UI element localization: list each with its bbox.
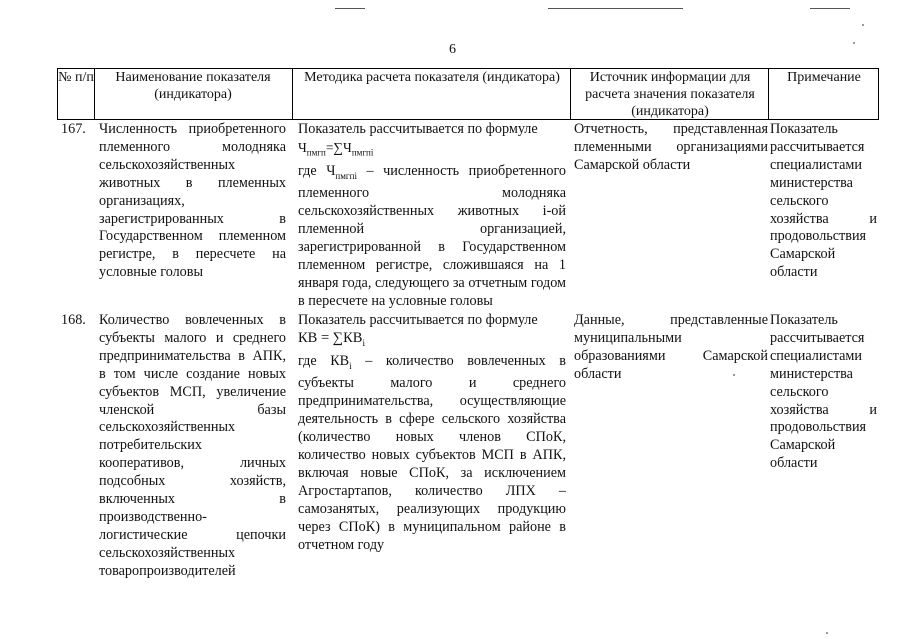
note: Показатель рассчитывается специалистами министерства сельского хозяйства и продовольствия Самарской области — [770, 121, 877, 281]
top-rule-right — [548, 8, 683, 9]
header-note: Примечание — [787, 70, 861, 85]
information-source: Данные, представленные муниципальными образованиями Самарской области — [574, 312, 768, 382]
note: Показатель рассчитывается специалистами министерства сельского хозяйства и продовольствия Самарской области — [770, 312, 877, 472]
row-number: 168. — [61, 312, 86, 328]
header-source: Источник информации для расчета значения показателя (индикатора) — [585, 70, 755, 119]
header-method: Методика расчета показателя (индикатора) — [304, 70, 560, 85]
method-where: где КВ — [298, 352, 350, 369]
col-divider-2 — [94, 68, 95, 120]
method-description: – количество вовлеченных в субъекты малого и среднего предпринимательства, осуществляющие деятельность в сфере сельского хозяйства (количество новых членов СПоК, количество новых субъектов МСП в АПК, включая новые СПоК, за исключением Агростартапов, количество ЛПХ – самозанятых, реализующих продукцию через СПоК) в муниципальном районе в отчетном году — [298, 352, 566, 553]
col-divider-3 — [292, 68, 293, 120]
method-description: – численность приобретенного племенного молодняка сельскохозяйственных животных i-ой племенной организацией, зарегистрированной в Государственном племенном регистре, сложившаяся на 1 января года, следующего за отчетным годом в пересчете на условные головы — [298, 162, 566, 309]
scan-speck — [862, 24, 864, 26]
indicator-name: Количество вовлеченных в субъекты малого и среднего предпринимательства в АПК, в том числе создание новых субъектов МСП, увеличение членской базы сельскохозяйственных потребительских кооперативов, личных подсобных хозяйств, включенных в производственно-логистические цепочки сельскохозяйственных товаропроизводителей — [99, 312, 286, 579]
information-source: Отчетность, представленная племенными организациями Самарской области — [574, 121, 768, 173]
calculation-method: Показатель рассчитывается по формуле КВ = $\sum КВ_i$ где $КВ_i$ – количество вовлеченных в субъекты малого и среднего предпринимательства, осуществляющие деятельность в сфере сельского хозяйства (количество новых членов СПоК, количество новых субъектов МСП в АПК, включая новые СПоК, за исключением Агростартапов, количество ЛПХ – самозанятых, реализующих продукцию через СПоК) в муниципальном районе в отчетном году — [298, 312, 566, 553]
method-intro: Показатель рассчитывается по формуле — [298, 121, 538, 137]
formula: $Ч_{пмгп}=\sum Ч_{пмгпi}$ — [298, 139, 374, 158]
indicator-name: Численность приобретенного племенного молодняка сельскохозяйственных животных в племенных организациях, зарегистрированных в Государственном племенном регистре, в пересчете на условные головы — [99, 121, 286, 281]
row-number: 167. — [61, 121, 86, 137]
formula: КВ = $\sum КВ_i$ — [298, 329, 365, 348]
col-divider-5 — [768, 68, 769, 120]
header-name: Наименование показателя (индикатора) — [115, 70, 271, 102]
method-symbol: Ч — [326, 162, 336, 179]
page-number: 6 — [449, 42, 456, 57]
col-divider-4 — [570, 68, 571, 120]
method-intro: Показатель рассчитывается по формуле — [298, 312, 538, 328]
calculation-method: Показатель рассчитывается по формуле $Ч_{пмгп}=\sum Ч_{пмгпi}$ где $Ч_{пмгпi}$ – численность приобретенного племенного молодняка сельскохозяйственных животных i-ой племенной организацией, зарегистрированной в Государственном племенном регистре, сложившаяся на 1 января года, следующего за отчетным годом в пересчете на условные головы — [298, 121, 566, 309]
method-where: где — [298, 162, 317, 179]
top-rule-far-right — [810, 8, 850, 9]
scan-speck — [826, 632, 828, 634]
scan-speck — [733, 374, 735, 376]
scan-speck — [853, 42, 855, 44]
top-rule-left — [335, 8, 365, 9]
header-num: № п/п — [58, 70, 94, 85]
col-divider-6 — [878, 68, 879, 120]
